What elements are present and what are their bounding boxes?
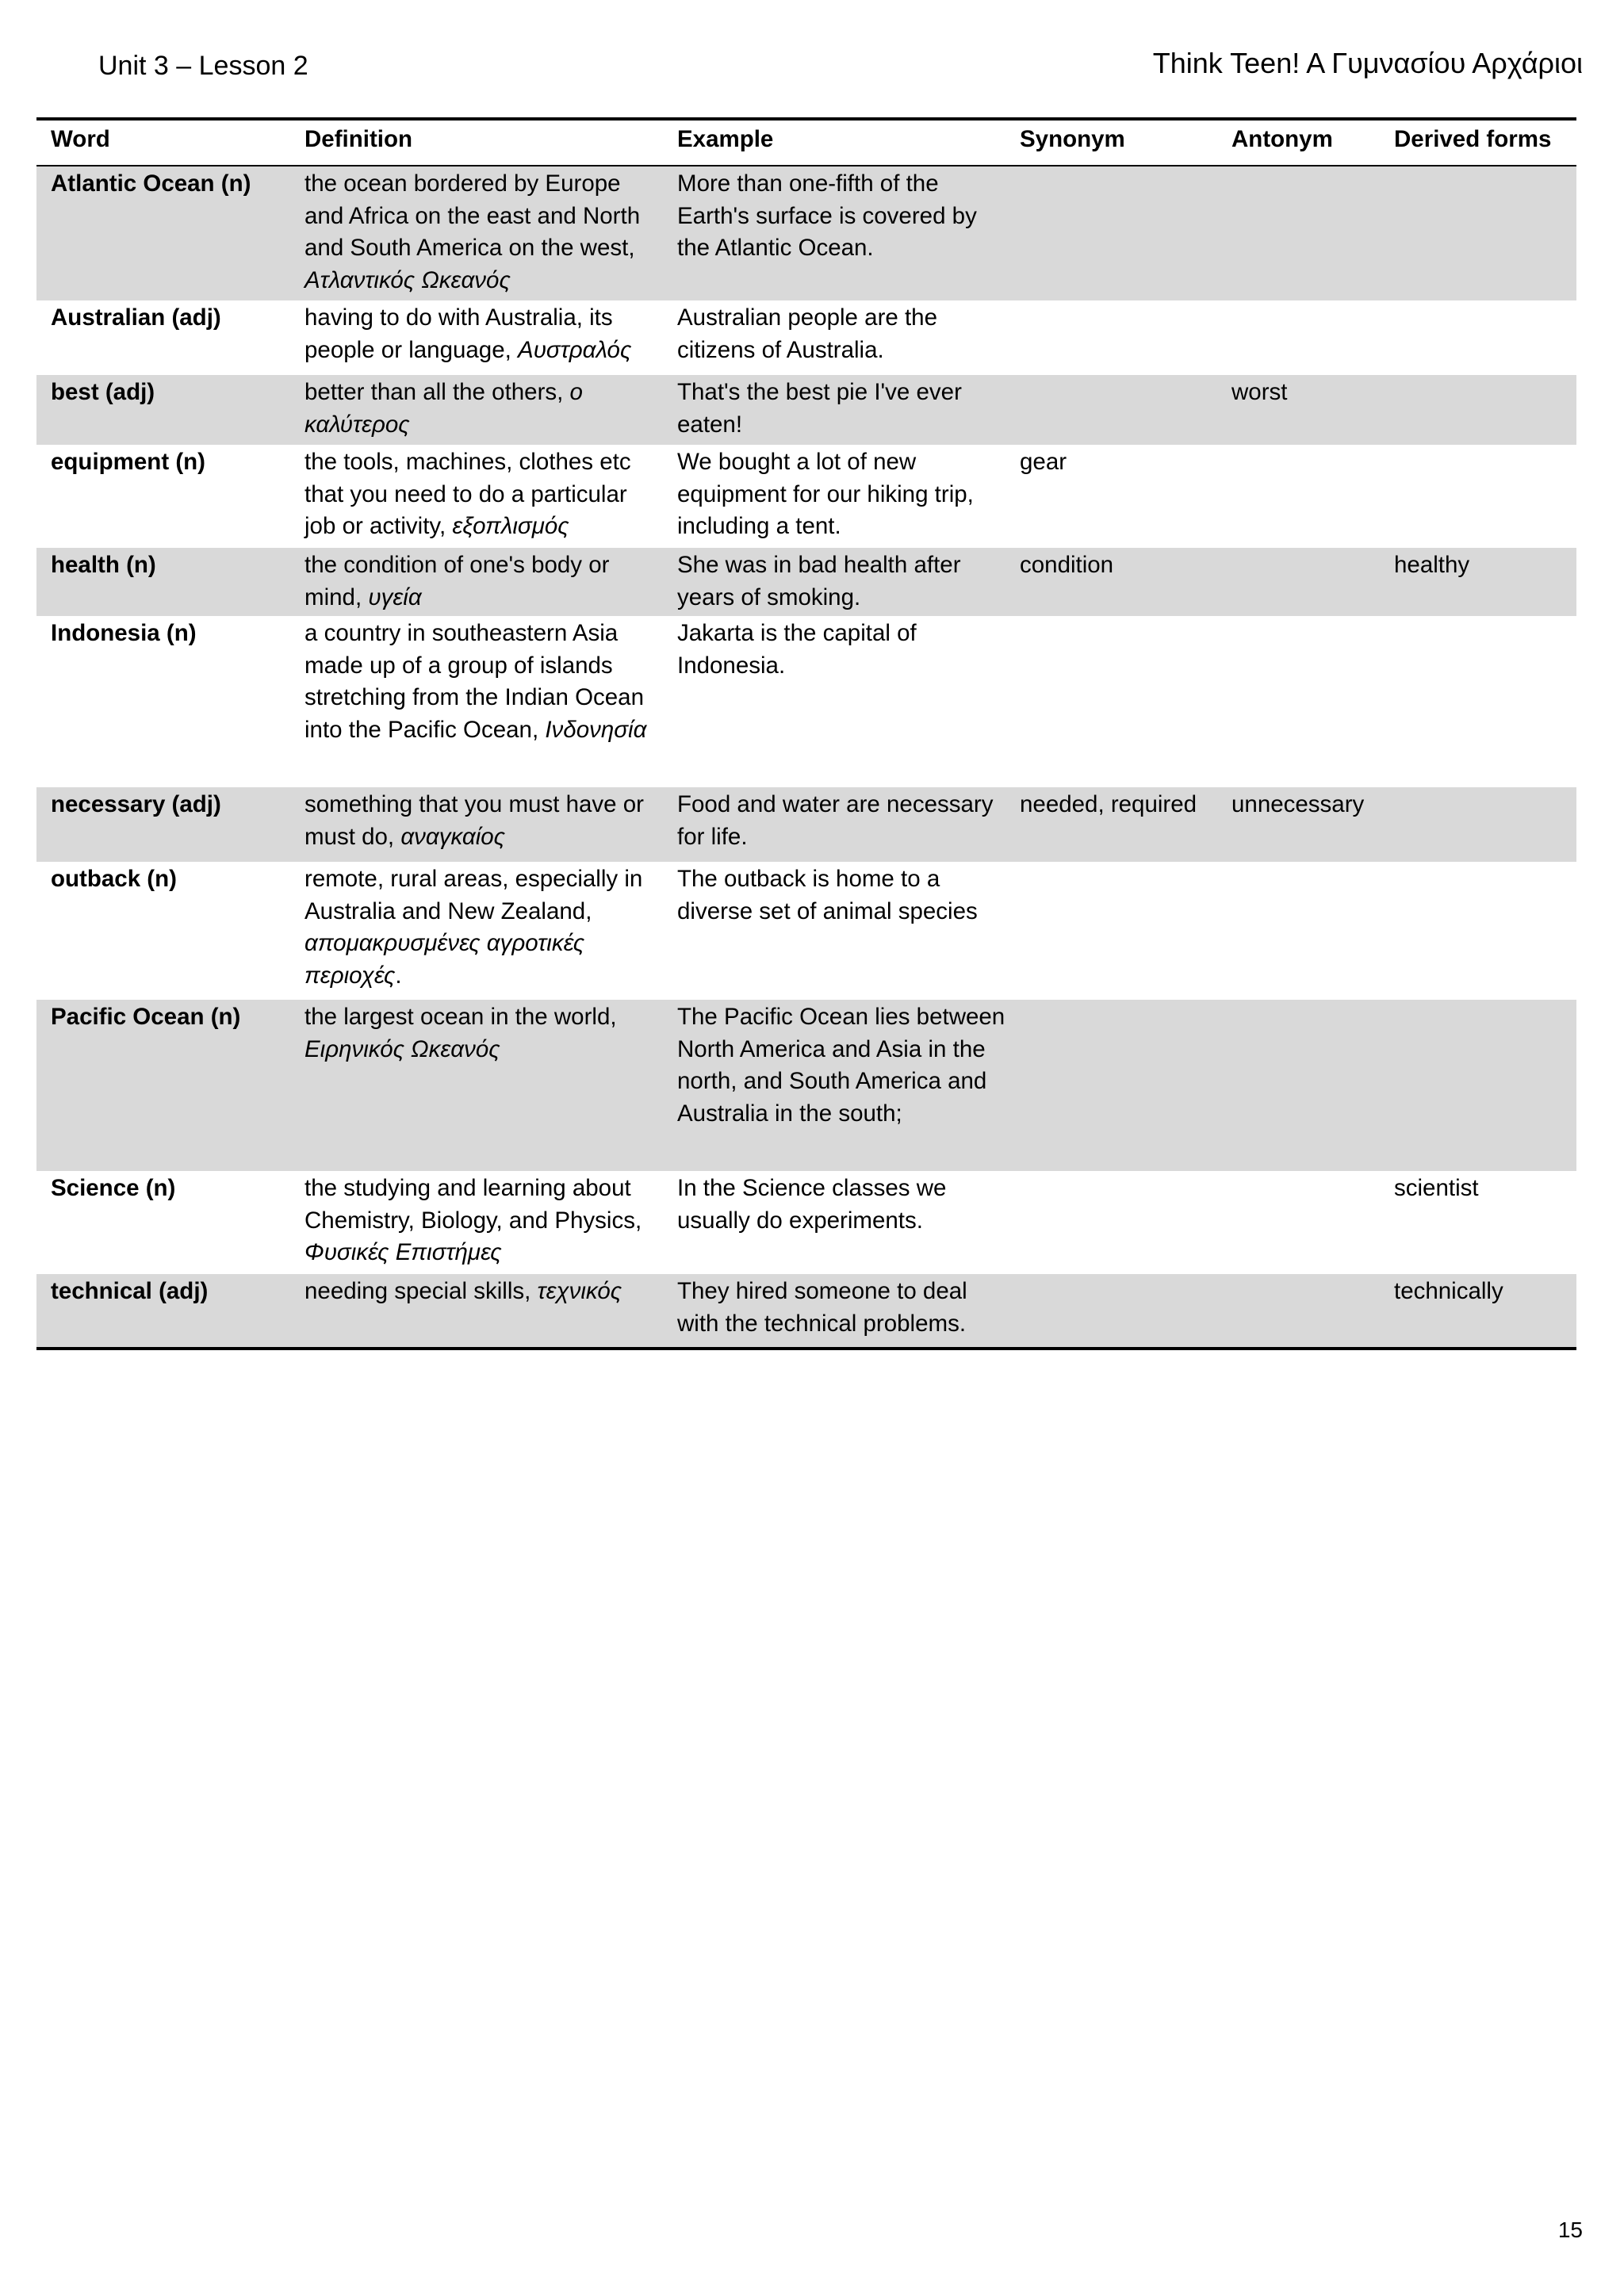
example-cell: Jakarta is the capital of Indonesia. — [677, 620, 917, 679]
definition-text: something that you must have or must do, — [304, 791, 644, 850]
definition-text: the tools, machines, clothes etc that you need to do a particular job or activity, — [304, 449, 631, 539]
greek-translation: ο καλύτερος — [304, 379, 583, 438]
definition-text: the studying and learning about Chemistry, Biology, and Physics, — [304, 1175, 642, 1234]
derived-forms-cell — [1380, 445, 1576, 548]
header-book-title: Think Teen! A Γυμνασίου Αρχάριοι — [1152, 47, 1583, 79]
table-row — [36, 862, 1576, 1000]
greek-translation: αναγκαίος — [400, 823, 505, 850]
word-cell: necessary (adj) — [36, 787, 290, 862]
column-header-example: Example — [663, 119, 1005, 166]
header-unit-lesson: Unit 3 – Lesson 2 — [98, 51, 308, 81]
antonym-cell — [1217, 1171, 1380, 1274]
greek-translation: τεχνικός — [537, 1278, 622, 1304]
synonym-cell: condition — [1005, 548, 1217, 616]
word-cell: outback (n) — [51, 866, 177, 892]
definition-cell — [290, 445, 663, 548]
example-cell: Australian people are the citizens of Australia. — [677, 304, 938, 363]
table-row — [36, 166, 1576, 300]
greek-translation: Ατλαντικός Ωκεανός — [304, 266, 511, 293]
definition-cell — [290, 548, 663, 616]
antonym-cell — [1217, 1274, 1380, 1349]
table-body — [36, 166, 1576, 1349]
example-cell: They hired someone to deal with the technical problems. — [663, 1274, 1005, 1349]
derived-forms-cell: scientist — [1394, 1175, 1479, 1201]
synonym-cell — [1005, 1274, 1217, 1349]
vocabulary-table — [36, 117, 1576, 1350]
table-row — [36, 616, 1576, 787]
example-cell: Food and water are necessary for life. — [663, 787, 1005, 862]
definition-text: better than all the others, — [304, 379, 570, 405]
synonym-cell: gear — [1020, 449, 1067, 475]
word-cell: Atlantic Ocean (n) — [36, 166, 290, 300]
synonym-cell: needed, required — [1005, 787, 1217, 862]
example-cell: The Pacific Ocean lies between North America and Asia in the north, and South America and Australia in the south; — [663, 1000, 1005, 1171]
definition-text: needing special skills, — [304, 1278, 538, 1304]
example-cell: The outback is home to a diverse set of animal species — [677, 866, 978, 924]
definition-tail: . — [395, 962, 402, 989]
word-cell: technical (adj) — [36, 1274, 290, 1349]
definition-cell — [290, 375, 663, 445]
word-cell: equipment (n) — [51, 449, 206, 475]
word-cell: Australian (adj) — [51, 304, 221, 331]
definition-text: having to do with Australia, its people or language, — [304, 304, 613, 363]
column-header-derived-forms: Derived forms — [1380, 119, 1576, 166]
example-cell: We bought a lot of new equipment for our hiking trip, including a tent. — [677, 449, 974, 539]
table-row — [36, 1000, 1576, 1171]
column-header-definition: Definition — [290, 119, 663, 166]
antonym-cell — [1217, 300, 1380, 375]
table-row — [36, 300, 1576, 375]
antonym-cell — [1217, 1000, 1380, 1171]
synonym-cell — [1005, 1000, 1217, 1171]
definition-text: the condition of one's body or mind, — [304, 552, 610, 610]
definition-cell — [290, 862, 663, 1000]
definition-cell — [290, 787, 663, 862]
example-cell: She was in bad health after years of smoking. — [663, 548, 1005, 616]
table-row — [36, 548, 1576, 616]
column-header-synonym: Synonym — [1005, 119, 1217, 166]
synonym-cell — [1005, 616, 1217, 787]
derived-forms-cell: technically — [1380, 1274, 1576, 1349]
example-cell: In the Science classes we usually do experiments. — [677, 1175, 947, 1234]
greek-translation: Αυστραλός — [518, 336, 632, 363]
word-cell: Indonesia (n) — [51, 620, 197, 646]
definition-text: the largest ocean in the world, — [304, 1004, 617, 1030]
example-cell: More than one-fifth of the Earth's surface is covered by the Atlantic Ocean. — [663, 166, 1005, 300]
derived-forms-cell — [1380, 300, 1576, 375]
greek-translation: Ινδονησία — [545, 716, 647, 743]
greek-translation: Φυσικές Επιστήμες — [304, 1239, 502, 1265]
derived-forms-cell — [1380, 862, 1576, 1000]
derived-forms-cell — [1380, 375, 1576, 445]
derived-forms-cell — [1380, 616, 1576, 787]
greek-translation: εξοπλισμός — [452, 513, 569, 539]
page-number: 15 — [1557, 2218, 1583, 2242]
table-row — [36, 445, 1576, 548]
word-cell: Science (n) — [51, 1175, 176, 1201]
antonym-cell — [1217, 616, 1380, 787]
synonym-cell — [1005, 166, 1217, 300]
word-cell: best (adj) — [36, 375, 290, 445]
column-header-word: Word — [36, 119, 290, 166]
derived-forms-cell: healthy — [1380, 548, 1576, 616]
table-row — [36, 1171, 1576, 1274]
column-header-antonym: Antonym — [1217, 119, 1380, 166]
word-cell: Pacific Ocean (n) — [36, 1000, 290, 1171]
synonym-cell — [1005, 862, 1217, 1000]
greek-translation: Ειρηνικός Ωκεανός — [304, 1035, 500, 1062]
definition-cell — [290, 616, 663, 787]
greek-translation: υγεία — [368, 584, 422, 610]
example-cell: That's the best pie I've ever eaten! — [663, 375, 1005, 445]
definition-cell — [290, 300, 663, 375]
synonym-cell — [1005, 1171, 1217, 1274]
definition-cell — [290, 1171, 663, 1274]
word-cell: health (n) — [36, 548, 290, 616]
definition-text: remote, rural areas, especially in Australia and New Zealand, — [304, 866, 643, 924]
synonym-cell — [1005, 300, 1217, 375]
derived-forms-cell — [1380, 1000, 1576, 1171]
antonym-cell: worst — [1217, 375, 1380, 445]
definition-text: a country in southeastern Asia made up of a group of islands stretching from the Indian Ocean into the Pacific Ocean, — [304, 620, 644, 743]
table-row — [36, 787, 1576, 862]
table-row — [36, 375, 1576, 445]
greek-translation: απομακρυσμένες αγροτικές περιοχές — [304, 930, 585, 989]
definition-cell — [290, 1000, 663, 1171]
synonym-cell — [1005, 375, 1217, 445]
antonym-cell — [1217, 166, 1380, 300]
table-row — [36, 1274, 1576, 1349]
derived-forms-cell — [1380, 166, 1576, 300]
antonym-cell — [1217, 445, 1380, 548]
antonym-cell: unnecessary — [1217, 787, 1380, 862]
definition-cell — [290, 166, 663, 300]
antonym-cell — [1217, 862, 1380, 1000]
definition-text: the ocean bordered by Europe and Africa on the east and North and South America on the west, — [304, 170, 641, 261]
table-header-row — [36, 119, 1576, 166]
antonym-cell — [1217, 548, 1380, 616]
derived-forms-cell — [1380, 787, 1576, 862]
definition-cell — [290, 1274, 663, 1349]
